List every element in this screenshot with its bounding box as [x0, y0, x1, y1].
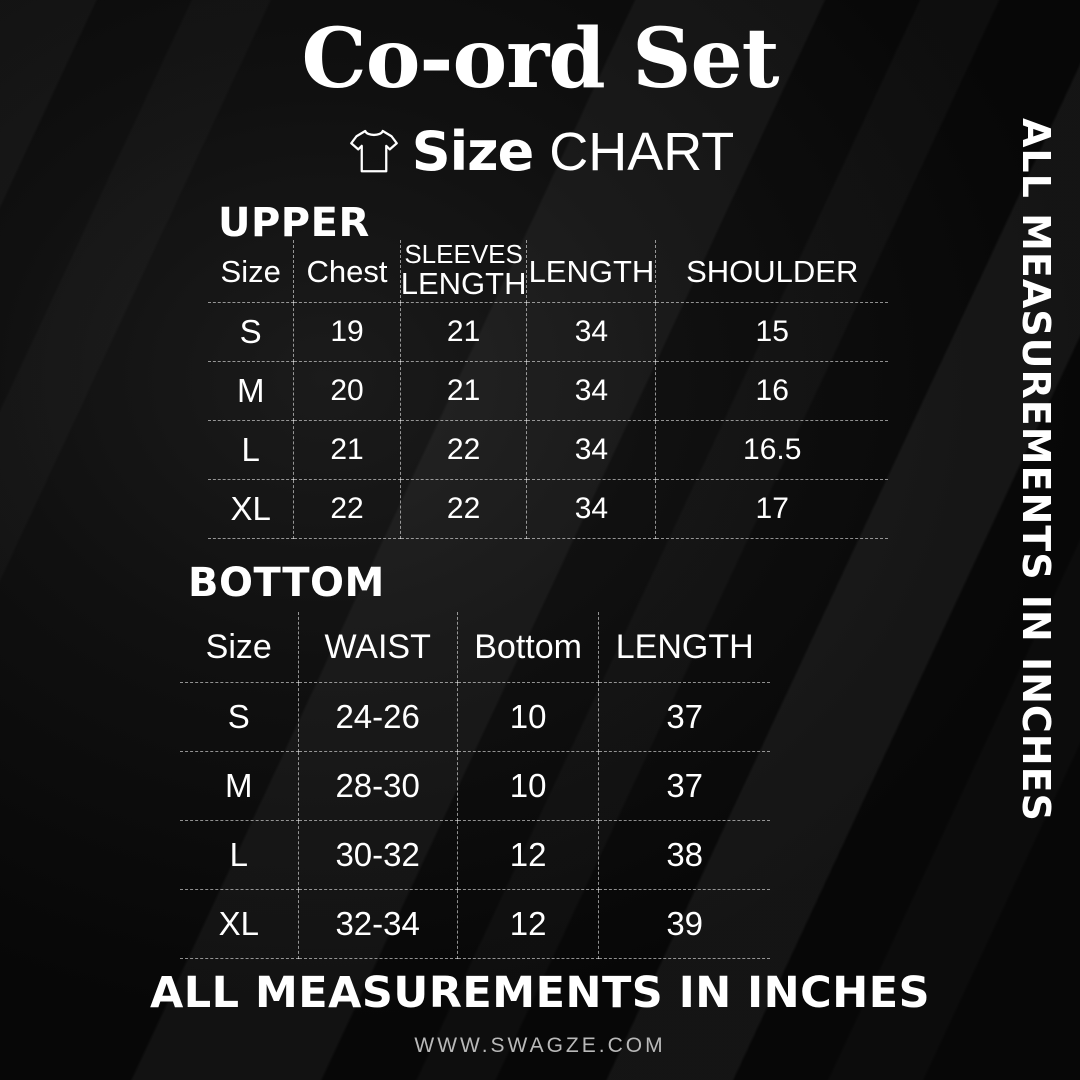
- cell-chest: 21: [294, 421, 400, 480]
- cell-size: XL: [208, 480, 294, 539]
- cell-shoulder: 17: [656, 480, 888, 539]
- column-header-sleeves-length: [400, 240, 527, 303]
- cell-chest: 19: [294, 303, 400, 362]
- cell-waist: 28-30: [298, 752, 457, 821]
- upper-section-heading: UPPER: [218, 200, 370, 246]
- column-header-size: Size: [208, 240, 294, 303]
- table-row: [208, 303, 888, 362]
- column-header-sleeves-bottom: LENGTH: [400, 266, 527, 302]
- table-header-row: [208, 240, 888, 303]
- page-title: Co-ord Set: [301, 11, 779, 107]
- column-header-shoulder: SHOULDER: [656, 240, 888, 303]
- subtitle-size: Size: [411, 120, 534, 183]
- column-header-sleeves-top: SLEEVES: [404, 239, 523, 270]
- cell-chest: 22: [294, 480, 400, 539]
- footer-website-url: WWW.SWAGZE.COM: [414, 1034, 666, 1057]
- cell-length: 34: [527, 421, 656, 480]
- table-row: [208, 362, 888, 421]
- cell-waist: 30-32: [298, 821, 457, 890]
- table-row: [180, 890, 770, 959]
- cell-sleeves-length: 22: [400, 421, 527, 480]
- column-header-waist: WAIST: [298, 612, 457, 683]
- table-row: [180, 821, 770, 890]
- cell-shoulder: 15: [656, 303, 888, 362]
- cell-length: 38: [599, 821, 770, 890]
- cell-size: S: [180, 683, 298, 752]
- cell-size: M: [208, 362, 294, 421]
- cell-sleeves-length: 22: [400, 480, 527, 539]
- column-header-chest: Chest: [294, 240, 400, 303]
- footer-measurement-note: ALL MEASUREMENTS IN INCHES: [149, 968, 931, 1018]
- table-row: [180, 683, 770, 752]
- cell-size: L: [180, 821, 298, 890]
- cell-size: M: [180, 752, 298, 821]
- cell-waist: 24-26: [298, 683, 457, 752]
- cell-size: XL: [180, 890, 298, 959]
- bottom-section-heading: BOTTOM: [188, 560, 385, 606]
- cell-length: 34: [527, 303, 656, 362]
- column-header-bottom: Bottom: [457, 612, 599, 683]
- upper-table-wrapper: [208, 240, 888, 539]
- cell-bottom: 10: [457, 752, 599, 821]
- column-header-length: LENGTH: [599, 612, 770, 683]
- cell-length: 39: [599, 890, 770, 959]
- cell-bottom: 12: [457, 890, 599, 959]
- subtitle-chart: CHART: [549, 121, 735, 182]
- cell-bottom: 10: [457, 683, 599, 752]
- cell-length: 37: [599, 683, 770, 752]
- cell-waist: 32-34: [298, 890, 457, 959]
- vertical-measurement-note: ALL MEASUREMENTS IN INCHES: [1014, 118, 1058, 822]
- table-row: [180, 752, 770, 821]
- bottom-table-wrapper: [180, 612, 770, 959]
- cell-chest: 20: [294, 362, 400, 421]
- cell-shoulder: 16.5: [656, 421, 888, 480]
- cell-size: S: [208, 303, 294, 362]
- cell-length: 34: [527, 480, 656, 539]
- bottom-size-table: [180, 612, 770, 959]
- cell-length: 34: [527, 362, 656, 421]
- cell-sleeves-length: 21: [400, 303, 527, 362]
- table-header-row: [180, 612, 770, 683]
- column-header-size: Size: [180, 612, 298, 683]
- cell-bottom: 12: [457, 821, 599, 890]
- cell-sleeves-length: 21: [400, 362, 527, 421]
- tshirt-icon: [346, 124, 402, 180]
- table-row: [208, 480, 888, 539]
- subtitle-row: [0, 120, 1080, 183]
- upper-size-table: [208, 240, 888, 539]
- column-header-length: LENGTH: [527, 240, 656, 303]
- cell-shoulder: 16: [656, 362, 888, 421]
- cell-size: L: [208, 421, 294, 480]
- cell-length: 37: [599, 752, 770, 821]
- table-row: [208, 421, 888, 480]
